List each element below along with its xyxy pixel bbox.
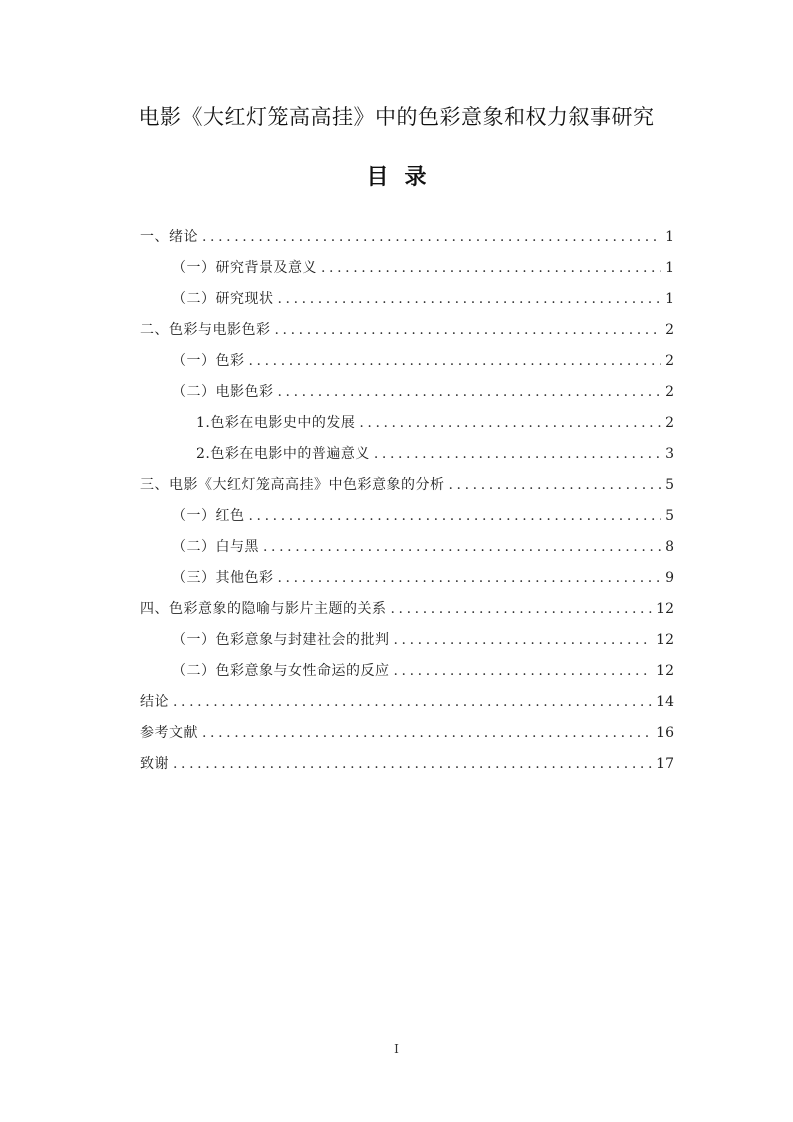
toc-entry[interactable] bbox=[140, 535, 674, 566]
dot-leader bbox=[449, 473, 662, 497]
dot-leader bbox=[391, 597, 653, 621]
toc-entry[interactable] bbox=[140, 411, 674, 442]
toc-entry-page: 14 bbox=[656, 694, 674, 710]
document-title: 电影《大红灯笼高高挂》中的色彩意象和权力叙事研究 bbox=[138, 105, 655, 129]
toc-entry-page: 17 bbox=[656, 756, 674, 772]
toc-entry-label: （二）色彩意象与女性命运的反应 bbox=[172, 663, 390, 679]
dot-leader bbox=[278, 287, 662, 311]
toc-heading: 目录 bbox=[366, 165, 443, 190]
toc-entry-page: 2 bbox=[665, 415, 674, 431]
toc-entry-page: 5 bbox=[665, 477, 674, 493]
toc-entry-label: 一、绪论 bbox=[140, 229, 198, 245]
toc-entry-label: （一）色彩意象与封建社会的批判 bbox=[172, 632, 390, 648]
toc-entry[interactable] bbox=[140, 380, 674, 411]
toc-entry-page: 1 bbox=[665, 229, 674, 245]
toc-entry-page: 12 bbox=[656, 632, 674, 648]
toc-entry[interactable] bbox=[140, 597, 674, 628]
dot-leader bbox=[202, 721, 652, 745]
dot-leader bbox=[394, 628, 653, 652]
dot-leader bbox=[275, 318, 662, 342]
toc-entry-page: 1 bbox=[665, 260, 674, 276]
toc-entry-page: 9 bbox=[665, 570, 674, 586]
page-number: I bbox=[394, 1042, 399, 1056]
toc-entry-label: （二）研究现状 bbox=[172, 291, 274, 307]
toc-entry-label: （一）研究背景及意义 bbox=[172, 260, 317, 276]
dot-leader bbox=[249, 504, 662, 528]
toc-entry-page: 5 bbox=[665, 508, 674, 524]
toc-entry-page: 8 bbox=[665, 539, 674, 555]
toc-entry[interactable] bbox=[140, 442, 674, 473]
dot-leader bbox=[374, 442, 661, 466]
dot-leader bbox=[173, 690, 652, 714]
toc-entry-label: 致谢 bbox=[140, 756, 169, 772]
toc-entry[interactable] bbox=[140, 225, 674, 256]
toc-entry-page: 12 bbox=[656, 601, 674, 617]
toc-entry-page: 3 bbox=[665, 446, 674, 462]
toc-entry-label: 四、色彩意象的隐喻与影片主题的关系 bbox=[140, 601, 387, 617]
toc-entry-label: （一）红色 bbox=[172, 508, 245, 524]
toc-entry-page: 12 bbox=[656, 663, 674, 679]
toc-entry-page: 16 bbox=[656, 725, 674, 741]
dot-leader bbox=[359, 411, 661, 435]
toc-entry[interactable] bbox=[140, 628, 674, 659]
dot-leader bbox=[202, 225, 661, 249]
toc-entry[interactable] bbox=[140, 566, 674, 597]
toc-entry[interactable] bbox=[140, 287, 674, 318]
toc-entry-label: （二）白与黑 bbox=[172, 539, 259, 555]
toc-entry-page: 1 bbox=[665, 291, 674, 307]
toc-entry-label: （一）色彩 bbox=[172, 353, 245, 369]
dot-leader bbox=[278, 380, 662, 404]
toc-entry-label: 结论 bbox=[140, 694, 169, 710]
toc-entry-page: 2 bbox=[665, 322, 674, 338]
dot-leader bbox=[278, 566, 662, 590]
toc-entry-label: （三）其他色彩 bbox=[172, 570, 274, 586]
table-of-contents bbox=[140, 225, 674, 783]
toc-entry-page: 2 bbox=[665, 384, 674, 400]
toc-entry-label: 参考文献 bbox=[140, 725, 198, 741]
toc-entry-label: 二、色彩与电影色彩 bbox=[140, 322, 271, 338]
toc-entry-label: （二）电影色彩 bbox=[172, 384, 274, 400]
dot-leader bbox=[394, 659, 653, 683]
toc-entry[interactable] bbox=[140, 256, 674, 287]
toc-entry-label: 2.色彩在电影中的普遍意义 bbox=[196, 446, 370, 462]
toc-entry[interactable] bbox=[140, 721, 674, 752]
dot-leader bbox=[263, 535, 661, 559]
toc-entry-label: 三、电影《大红灯笼高高挂》中色彩意象的分析 bbox=[140, 477, 445, 493]
toc-entry[interactable] bbox=[140, 504, 674, 535]
dot-leader bbox=[249, 349, 662, 373]
toc-entry-page: 2 bbox=[665, 353, 674, 369]
toc-entry[interactable] bbox=[140, 690, 674, 721]
dot-leader bbox=[321, 256, 661, 280]
toc-entry-label: 1.色彩在电影史中的发展 bbox=[196, 415, 356, 431]
toc-entry[interactable] bbox=[140, 752, 674, 783]
toc-entry[interactable] bbox=[140, 349, 674, 380]
dot-leader bbox=[173, 752, 652, 776]
toc-entry[interactable] bbox=[140, 659, 674, 690]
toc-entry[interactable] bbox=[140, 318, 674, 349]
toc-entry[interactable] bbox=[140, 473, 674, 504]
